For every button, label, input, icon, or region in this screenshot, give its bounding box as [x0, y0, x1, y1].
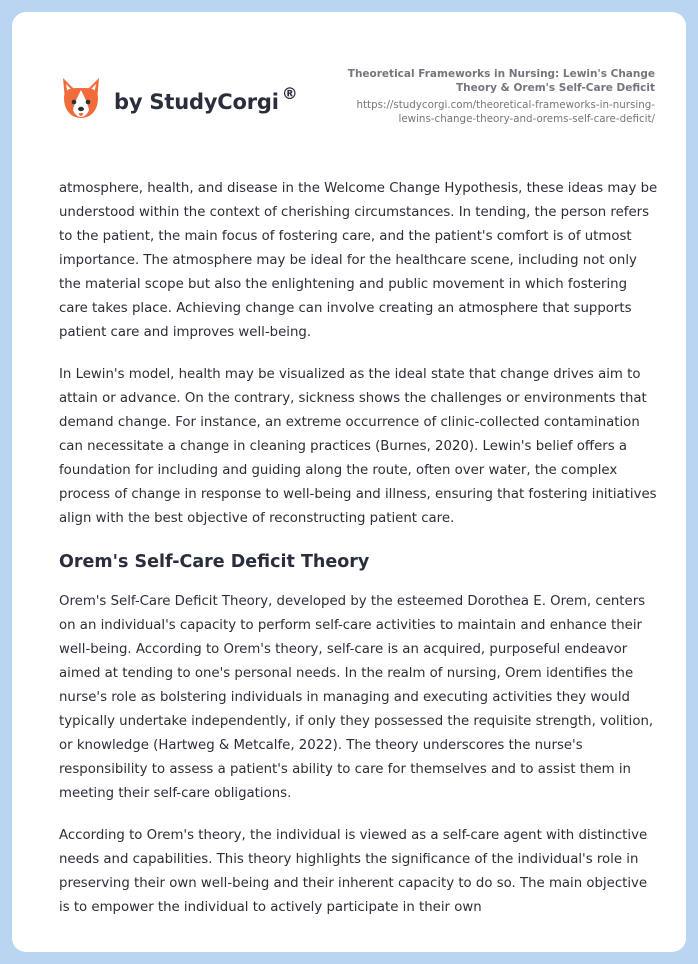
document-meta	[325, 67, 655, 126]
document-title-line-2: Theory & Orem's Self-Care Deficit	[456, 82, 655, 94]
paragraph-2: In Lewin's model, health may be visualized as the ideal state that change drives aim to attain or advance. On the contrary, sickness shows the challenges or environments that demand change. For instance, an extreme occurrence of clinic-collected contamination can necessitate a change in cleaning practices (Burnes, 2020). Lewin's belief offers a foundation for including and guiding along the route, often over water, the complex process of change in response to well-being and illness, ensuring that fostering initiatives align with the best objective of reconstructing patient care.	[59, 367, 657, 526]
brand-text: by StudyCorgi	[114, 90, 279, 114]
paragraph-4: According to Orem's theory, the individual is viewed as a self-care agent with distinctive needs and capabilities. This theory highlights the significance of the individual's role in preserving their own well-being and their inherent capacity to do so. The main objective is to empower the individual to actively participate in their own	[59, 828, 648, 915]
brand-name	[114, 84, 298, 114]
document-url[interactable]	[325, 98, 655, 126]
section-heading: Orem's Self-Care Deficit Theory	[59, 552, 370, 572]
registered-mark: ®	[281, 84, 298, 103]
paragraph-1: atmosphere, health, and disease in the Welcome Change Hypothesis, these ideas may be understood within the context of cherishing circumstances. In tending, the person refers to the patient, the main focus of fostering care, and the patient's comfort is of utmost importance. The atmosphere may be ideal for the healthcare scene, including not only the material scope but also the enlightening and public movement in which fostering care takes place. Achieving change can involve creating an atmosphere that supports patient care and improves well-being.	[59, 181, 658, 340]
studycorgi-logo[interactable]	[60, 76, 298, 122]
corgi-icon	[60, 76, 102, 122]
document-url-line-1[interactable]: https://studycorgi.com/theoretical-frameworks-in-nursing-	[356, 99, 655, 111]
document-page	[12, 12, 686, 952]
document-url-line-2[interactable]: lewins-change-theory-and-orems-self-care-deficit/	[398, 113, 655, 125]
document-title-line-1: Theoretical Frameworks in Nursing: Lewin's Change	[347, 68, 655, 80]
document-title	[325, 67, 655, 95]
paragraph-3: Orem's Self-Care Deficit Theory, developed by the esteemed Dorothea E. Orem, centers on an individual's capacity to perform self-care activities to maintain and enhance their well-being. According to Orem's theory, self-care is an acquired, purposeful endeavor aimed at tending to one's personal needs. In the realm of nursing, Orem identifies the nurse's role as bolstering individuals in managing and executing activities they would typically undertake independently, if only they possessed the requisite strength, volition, or knowledge (Hartweg & Metcalfe, 2022). The theory underscores the nurse's responsibility to assess a patient's ability to care for themselves and to assist them in meeting their self-care obligations.	[59, 594, 654, 801]
document-body	[59, 177, 659, 938]
